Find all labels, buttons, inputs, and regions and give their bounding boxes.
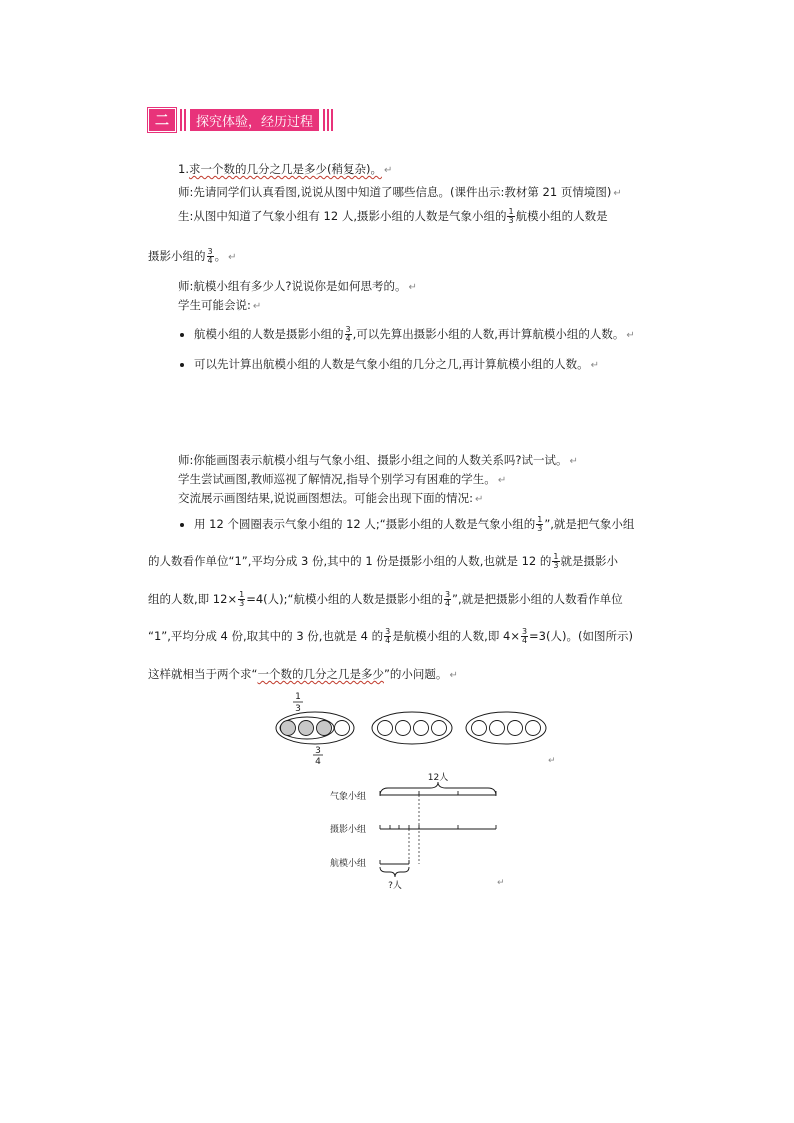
fraction-one-third: $\frac{1}{3}$ [508,207,514,225]
fraction-three-fourths: $\frac{3}{4}$ [444,590,451,608]
circle [508,721,523,736]
circle-shaded [317,721,332,736]
section-title: 探究体验，经历过程 [190,109,319,131]
unknown-label: ?人 [388,881,402,891]
section-header [148,108,333,132]
circle [526,721,541,736]
circle [396,721,411,736]
bullet-dot [180,363,184,367]
bullet-dot [180,523,184,527]
diagram-top-fraction-den: 3 [295,704,301,714]
bullet-dot [180,333,184,337]
section-divider-bars [180,109,186,131]
paragraph-5: 师:航模小组有多少人?说说你是如何思考的。 ↵ [178,279,417,293]
line-4: “1”,平均分成 4 份,取其中的 3 份,也就是 4 的 $\frac{3}{4}$ 是航模小组的人数,即 4× $\frac{3}{4}$ =3(人)。(如图所示) [148,627,633,645]
circle [490,721,505,736]
section-tail-bars [323,109,333,131]
bullet-1: 航模小组的人数是摄影小组的 $\frac{3}{4}$ ,可以先算出摄影小组的人数,再计算航模小组的人数。 ↵ [180,326,635,343]
paragraph-1: 1.求一个数的几分之几是多少(稍复杂)。 ↵ [178,162,393,176]
paragraph-8: 学生尝试画图,教师巡视了解情况,指导个别学习有困难的学生。 ↵ [178,472,507,486]
fraction-one-third: $\frac{1}{3}$ [537,515,543,533]
circle-shaded [281,721,296,736]
circle-diagram [270,690,570,770]
paragraph-7: 师:你能画图表示航模小组与气象小组、摄影小组之间的人数关系吗?试一试。 ↵ [178,453,578,467]
paragraph-3: 生:从图中知道了气象小组有 12 人,摄影小组的人数是气象小组的 $\frac{1}{3}$ 航模小组的人数是 [178,207,608,225]
return-mark: ↵ [548,756,556,766]
row-label-sheying: 摄影小组 [330,825,367,835]
total-brace [380,782,496,796]
row-label-qixiang: 气象小组 [330,792,367,802]
bullet-3: 用 12 个圆圈表示气象小组的 12 人;“摄影小组的人数是气象小组的 $\frac{1}{3}$ ”,就是把气象小组 [180,516,634,533]
circle [378,721,393,736]
section-number: 二 [148,108,176,132]
circle [472,721,487,736]
segment-diagram [320,768,510,893]
circle [414,721,429,736]
fraction-one-third: $\frac{1}{3}$ [239,590,245,608]
fraction-three-fourths: $\frac{3}{4}$ [345,325,351,343]
fraction-three-fourths: $\frac{3}{4}$ [385,627,391,645]
paragraph-9: 交流展示画图结果,说说画图想法。可能会出现下面的情况: ↵ [178,491,484,505]
fraction-three-fourths: $\frac{3}{4}$ [521,627,528,645]
fraction-one-third: $\frac{1}{3}$ [553,552,559,570]
diagram-top-fraction-num: 1 [295,692,301,702]
unknown-brace [380,867,409,877]
paragraph-4: 摄影小组的 $\frac{3}{4}$ 。 ↵ [148,247,237,265]
line-5: 这样就相当于两个求“一个数的几分之几是多少”的小问题。 ↵ [148,667,458,681]
line-2: 的人数看作单位“1”,平均分成 3 份,其中的 1 份是摄影小组的人数,也就是 12 的 $\frac{1}{3}$ 就是摄影小 [148,552,618,570]
circle [335,721,350,736]
fraction-three-fourths: $\frac{3}{4}$ [207,247,213,265]
row-label-hangmo: 航模小组 [330,859,367,869]
circle-shaded [299,721,314,736]
diagram-bottom-fraction-num: 3 [315,746,321,756]
paragraph-6: 学生可能会说: ↵ [178,298,262,312]
bullet-2: 可以先计算出航模小组的人数是气象小组的几分之几,再计算航模小组的人数。 ↵ [180,356,599,372]
circle [432,721,447,736]
total-label: 12人 [427,773,449,783]
paragraph-2: 师:先请同学们认真看图,说说从图中知道了哪些信息。(课件出示:教材第 21 页情境图) ↵ [178,185,622,199]
line-3: 组的人数,即 12× $\frac{1}{3}$ =4(人);“航模小组的人数是摄影小组的 $\frac{3}{4}$ ”,就是把摄影小组的人数看作单位 [148,590,623,608]
diagram-bottom-fraction-den: 4 [315,757,321,767]
return-mark: ↵ [497,878,505,888]
